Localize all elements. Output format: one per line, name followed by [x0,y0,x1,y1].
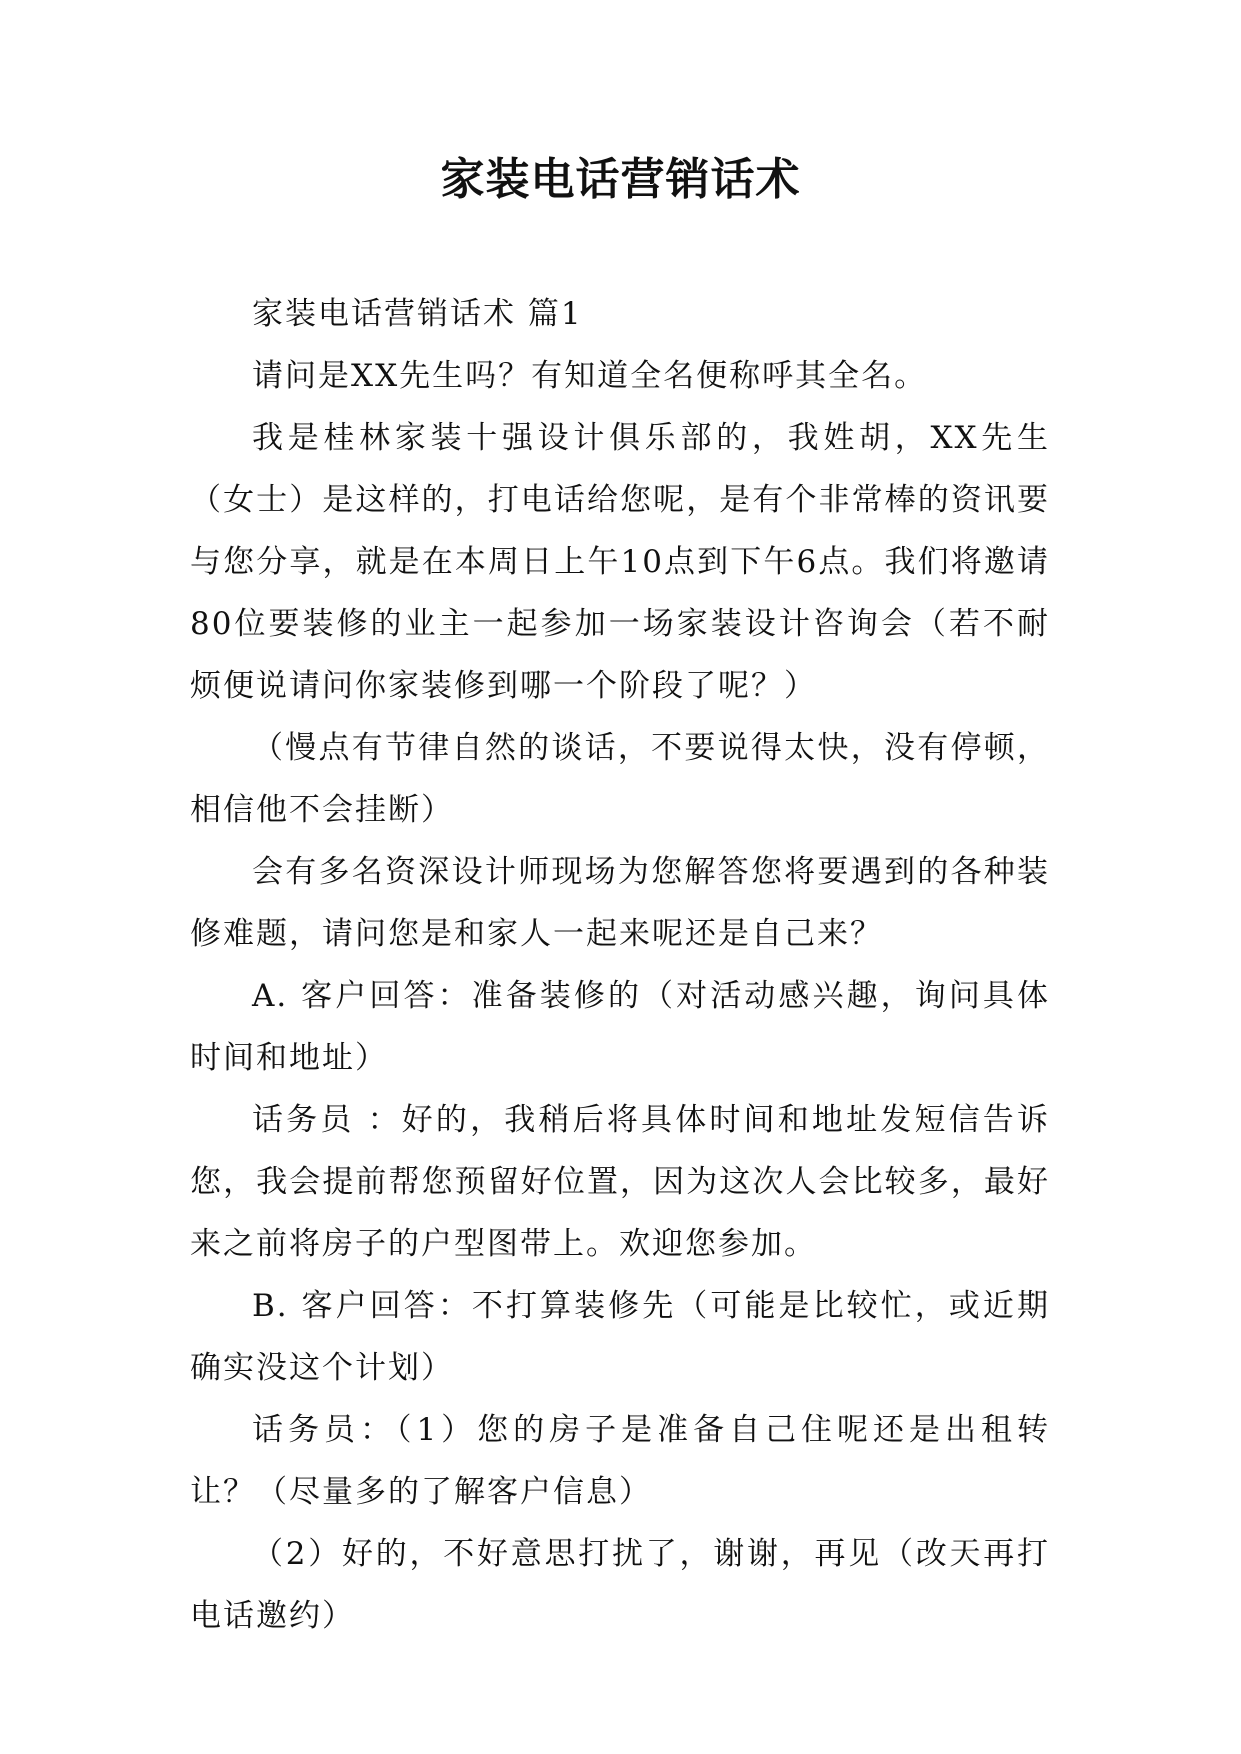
paragraph: （2）好的，不好意思打扰了，谢谢，再见（改天再打电话邀约） [190,1536,1050,1634]
paragraph: A. 客户回答：准备装修的（对活动感兴趣，询问具体时间和地址） [190,978,1050,1076]
paragraph: 会有多名资深设计师现场为您解答您将要遇到的各种装修难题，请问您是和家人一起来呢还是自己来？ [190,854,1050,952]
paragraph: 话务员 ：好的，我稍后将具体时间和地址发短信告诉您，我会提前帮您预留好位置，因为这次人会比较多，最好来之前将房子的户型图带上。欢迎您参加。 [190,1102,1050,1262]
paragraph: 我是桂林家装十强设计俱乐部的，我姓胡，XX先生（女士）是这样的，打电话给您呢，是有个非常棒的资讯要与您分享，就是在本周日上午10点到下午6点。我们将邀请80位要装修的业主一起参加一场家装设计咨询会（若不耐烦便说请问你家装修到哪一个阶段了呢？） [190,420,1050,704]
paragraph: 话务员：（1）您的房子是准备自己住呢还是出租转让？（尽量多的了解客户信息） [190,1412,1050,1510]
document-body [190,283,1050,1647]
document-title: 家装电话营销话术 [440,154,801,205]
section-heading: 家装电话营销话术 篇1 [252,296,583,332]
paragraph: 请问是XX先生吗？有知道全名便称呼其全名。 [252,358,928,394]
paragraph: （慢点有节律自然的谈话，不要说得太快，没有停顿，相信他不会挂断） [190,730,1050,828]
paragraph: B. 客户回答：不打算装修先（可能是比较忙，或近期确实没这个计划） [190,1288,1050,1386]
